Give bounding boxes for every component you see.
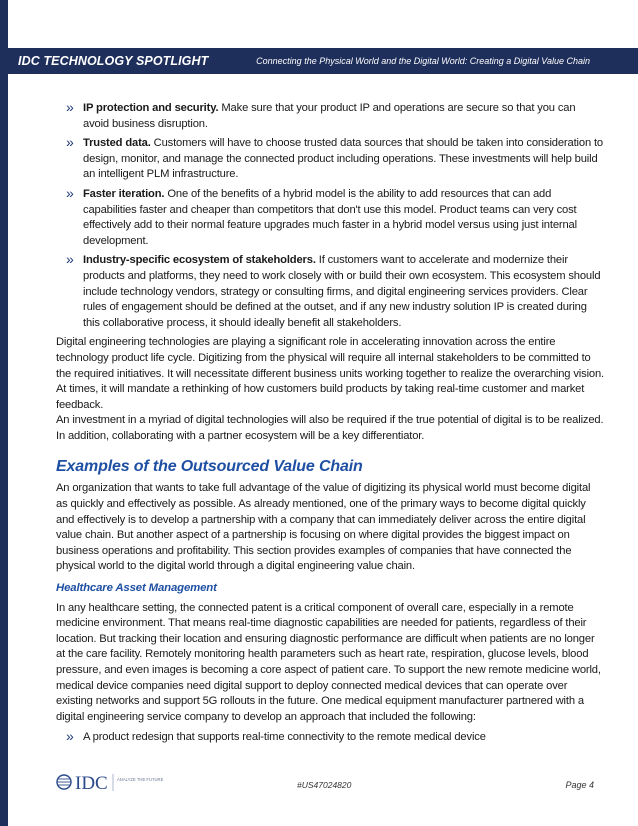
bullet-text: One of the benefits of a hybrid model is the ability to add resources that can add capabilities faster and cheaper than competitors that don't use this model. Product teams can very cost effectively add to their normal feature upgrades much faster in a hybrid model versus using just internal development.	[83, 187, 577, 247]
healthcare-paragraph: In any healthcare setting, the connected patent is a critical component of overall care, especially in a remote medicine environment. That means real-time diagnostic capabilities are needed for patients, regardless of their location. But tracking their location and ensuring diagnostic performance are difficult when patients are no longer at the care facility. Remotely monitoring health parameters such as heart rate, respiration, glucose levels, blood pressure, and even images is becoming a core aspect of patient care. To support the new remote medicine world, medical device companies need digital support to deploy connected medical devices that can operate over existing networks and support 5G rollouts in the future. One medical equipment manufacturer partnered with a digital engineering service company to develop an approach that included the following:	[56, 601, 601, 723]
bullet-chevron-icon: »	[66, 184, 74, 201]
subheading: Healthcare Asset Management	[56, 582, 217, 595]
bullet-label: Industry-specific ecosystem of stakeholders.	[83, 254, 316, 267]
page-footer	[0, 760, 638, 800]
header-right-title: Connecting the Physical World and the Digital World: Creating a Digital Value Chain	[256, 56, 590, 66]
bullet-label: IP protection and security.	[83, 102, 219, 114]
section-heading: Examples of the Outsourced Value Chain	[56, 458, 363, 476]
bullet-text: Make sure that your product IP and operations are secure so that you can avoid business disruption.	[83, 102, 576, 130]
section-paragraph: An organization that wants to take full advantage of the value of digitizing its physical world must become digital as quickly and effectively as possible. As already mentioned, one of the primary ways to become digital quickly and effectively is to develop a partnership with a company that can immediately deliver across the entire digital value chain. But another aspect of a partnership is focusing on where digital provides the biggest impact on business operations and profitability. This section provides examples of companies that have connected the physical world to the digital world through a digital engineering value chain.	[56, 482, 591, 573]
bullet-chevron-icon: »	[66, 728, 74, 745]
bullet-chevron-icon: »	[66, 134, 74, 151]
idc-logo	[56, 768, 164, 796]
header-band	[0, 48, 638, 74]
bullet-text: If customers want to accelerate and modernize their products and platforms, they need to work closely with or build their own ecosystem. This ecosystem should include technology vendors, strategy or consulting firms, and digital engineering services providers. Clear rules of engagement should be defined at the outset, and if any new industry solution IP is created during this collaborative process, it should ideally benefit all stakeholders.	[83, 254, 601, 329]
investment-paragraph: An investment in a myriad of digital technologies will also be required if the true potential of digital is to be realized. In addition, collaborating with a partner ecosystem will be a key differentiator.	[56, 414, 604, 442]
bullet-ecosystem	[56, 253, 604, 331]
page-content	[56, 101, 604, 746]
bullet-label: Faster iteration.	[83, 187, 165, 200]
logo-tagline: ANALYZE THE FUTURE	[117, 777, 164, 782]
bullet-chevron-icon: »	[66, 99, 74, 115]
page-number: Page 4	[565, 780, 594, 790]
intro-paragraph: Digital engineering technologies are playing a significant role in accelerating innovation across the entire technology product life cycle. Digitizing from the physical will require all internal stakeholders to be committed to the required initiatives. It will necessitate different business units working together to realize the overarching vision. At times, it will mandate a rethinking of how customers build products by taking real-time customer and market feedback.	[56, 336, 605, 411]
bullet-product-redesign	[56, 730, 604, 746]
header-left-title: IDC TECHNOLOGY SPOTLIGHT	[18, 54, 209, 68]
bullet-chevron-icon: »	[66, 251, 74, 268]
logo-text: IDC	[75, 773, 108, 794]
bullet-text: A product redesign that supports real-time connectivity to the remote medical device	[83, 731, 486, 744]
bullet-text: Customers will have to choose trusted data sources that should be taken into consideration to design, monitor, and manage the connected product including operations. These investments will help build an intelligent PLM infrastructure.	[83, 137, 603, 181]
bullet-trusted-data	[56, 136, 604, 183]
bullet-faster-iteration	[56, 184, 604, 249]
document-number: #US47024820	[297, 780, 352, 790]
bullet-label: Trusted data.	[83, 137, 151, 150]
bullet-ip-protection	[56, 101, 604, 132]
left-side-bar	[0, 0, 8, 826]
